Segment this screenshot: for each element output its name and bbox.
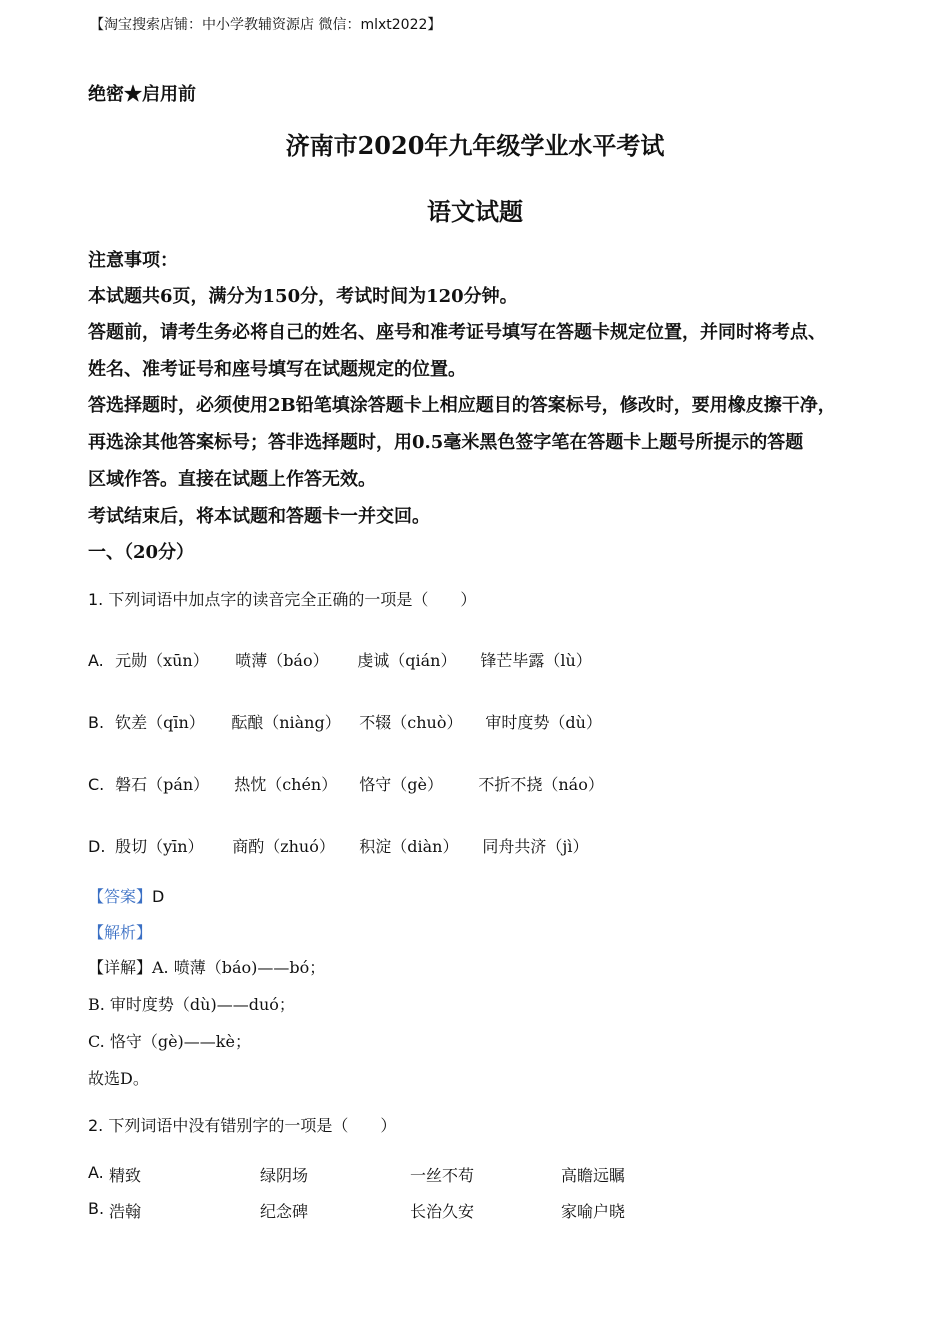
notice-line: 姓名、准考证号和座号填写在试题规定的位置。	[88, 359, 466, 380]
option-item: 审时度势（dù）	[485, 713, 602, 732]
option-item: 长治久安	[410, 1202, 475, 1221]
option-label: C.	[88, 775, 105, 794]
detail-line: 故选D。	[88, 1069, 149, 1088]
option-label: D.	[88, 837, 106, 856]
question-stem: 下列词语中没有错别字的一项是（ ）	[108, 1116, 397, 1135]
option-item: 不折不挠（náo）	[478, 775, 604, 794]
notice-line: 答题前，请考生务必将自己的姓名、座号和准考证号填写在答题卡规定位置，并同时将考点、	[88, 322, 826, 343]
detail-line: B. 审时度势（dù)——duó；	[88, 995, 295, 1014]
option-item: 高瞻远瞩	[561, 1166, 626, 1185]
answer-label: 【答案】	[88, 887, 153, 906]
question-stem: 下列词语中加点字的读音完全正确的一项是（ ）	[108, 590, 477, 609]
answer-value: D	[152, 887, 165, 906]
option-item: 酝酿（niàng）	[231, 713, 341, 732]
q1-answer	[88, 884, 164, 907]
section-heading: 一、（20分）	[88, 542, 195, 563]
option-item: 热忱（chén）	[234, 775, 338, 794]
option-item: 殷切（yīn）	[115, 837, 204, 856]
option-item: 浩翰	[109, 1202, 142, 1221]
notice-line: 答选择题时，必须使用2B铅笔填涂答题卡上相应题目的答案标号，修改时，要用橡皮擦干净，	[88, 395, 836, 416]
notice-line: 再选涂其他答案标号；答非选择题时，用0.5毫米黑色签字笔在答题卡上题号所提示的答题	[88, 432, 804, 453]
q2-option-a	[88, 1163, 688, 1185]
option-item: 商酌（zhuó）	[232, 837, 335, 856]
notice-line: 本试题共6页，满分为150分，考试时间为120分钟。	[88, 286, 518, 307]
option-item: 钦差（qīn）	[115, 713, 205, 732]
secret-label: 绝密★启用前	[88, 84, 196, 105]
exam-subtitle: 语文试题	[427, 197, 523, 226]
option-label: B.	[88, 713, 105, 732]
option-item: 一丝不苟	[410, 1166, 475, 1185]
page-header: 【淘宝搜索店铺：中小学教辅资源店 微信：mlxt2022】	[90, 17, 442, 33]
question-number: 1.	[88, 590, 104, 609]
exam-title: 济南市2020年九年级学业水平考试	[285, 131, 665, 160]
notice-heading: 注意事项：	[88, 250, 178, 271]
option-item: 恪守（gè）	[359, 775, 443, 794]
option-item: 同舟共济（jì）	[482, 837, 589, 856]
option-item: 磐石（pán）	[115, 775, 210, 794]
option-item: 积淀（diàn）	[359, 837, 459, 856]
question-1	[88, 587, 476, 610]
question-number: 2.	[88, 1116, 104, 1135]
option-item: 精致	[109, 1166, 142, 1185]
question-2	[88, 1113, 396, 1136]
q1-option-a	[88, 648, 592, 671]
option-item: 元勋（xūn）	[115, 651, 209, 670]
option-item: 不辍（chuò）	[359, 713, 463, 732]
option-item: 锋芒毕露（lù）	[480, 651, 592, 670]
detail-line: 【详解】A. 喷薄（báo)——bó；	[88, 958, 326, 977]
option-item: 喷薄（báo）	[235, 651, 329, 670]
option-item: 绿阴场	[260, 1166, 309, 1185]
option-item: 家喻户晓	[561, 1202, 626, 1221]
q1-option-c	[88, 772, 604, 795]
detail-line: C. 恪守（gè)——kè；	[88, 1032, 251, 1051]
notice-line: 考试结束后，将本试题和答题卡一并交回。	[88, 506, 430, 527]
option-item: 纪念碑	[260, 1202, 309, 1221]
option-label: B.	[88, 1199, 105, 1218]
q2-option-b	[88, 1199, 688, 1221]
notice-line: 区域作答。直接在试题上作答无效。	[88, 469, 376, 490]
option-label: A.	[88, 651, 104, 670]
option-label: A.	[88, 1163, 104, 1182]
option-item: 虔诚（qián）	[357, 651, 457, 670]
analysis-label: 【解析】	[88, 923, 153, 942]
q1-option-b	[88, 710, 602, 733]
q1-option-d	[88, 834, 588, 857]
